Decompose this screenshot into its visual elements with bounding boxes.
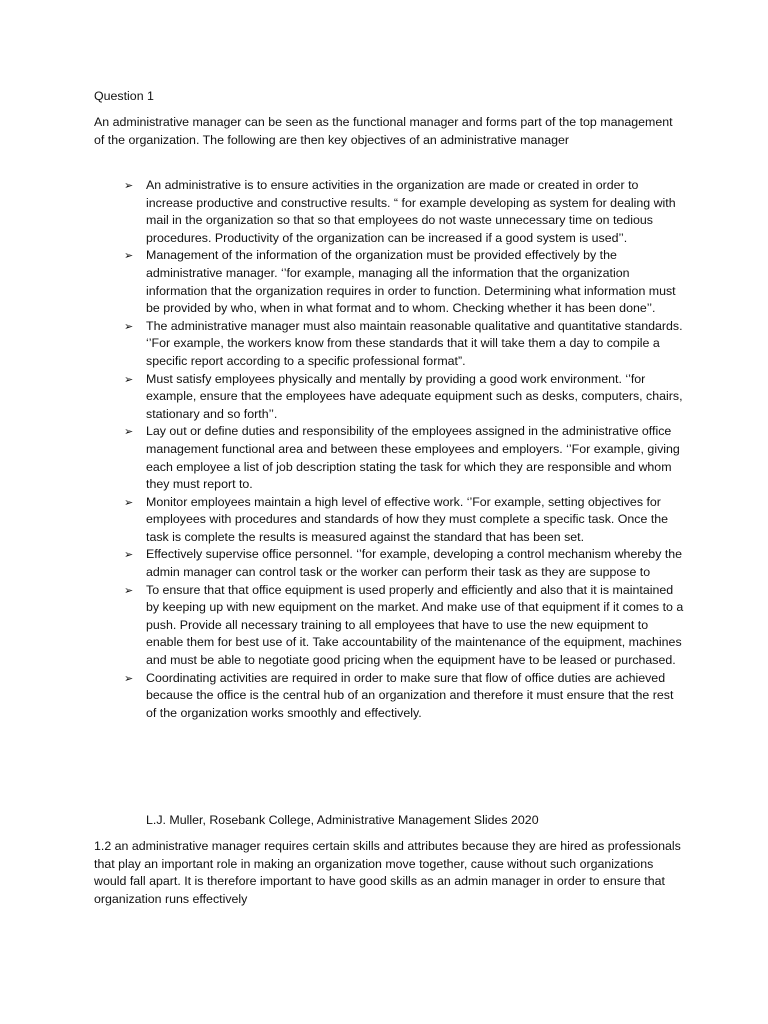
arrow-bullet-icon: ➢ [124, 372, 134, 386]
arrow-bullet-icon: ➢ [124, 548, 134, 562]
objective-text: An administrative is to ensure activities in the organization are made or created in order to increase productive and constructive results. “ for example developing as system for dealing with mail in the organization so that so that employees do not waste unnecessary time on tedious procedures. Productivity of the organization can be increased if a good system is used’’. [146, 178, 676, 245]
question-heading: Question 1 [94, 89, 154, 103]
objective-text: To ensure that that office equipment is used properly and efficiently and also that it is maintained by keeping up with new equipment on the market. And make use of that equipment if it comes to a push. Provide all necessary training to all employees that have to use the new equipment to enable them for best use of it. Take accountability of the maintenance of the equipment, machines and must be able to negotiate good pricing when the equipment have to be leased or purchased. [146, 582, 684, 668]
list-item [124, 582, 684, 670]
objective-text: Management of the information of the organization must be provided effectively by the administrative manager. ‘’for example, managing all the information that the organization information that the organization requires in order to function. Determining what information must be provided by who, when in what format and to whom. Checking whether it has been done’’. [146, 248, 676, 316]
arrow-bullet-icon: ➢ [124, 671, 134, 685]
list-item [124, 247, 684, 317]
arrow-bullet-icon: ➢ [124, 249, 134, 263]
list-item [124, 423, 684, 493]
arrow-bullet-icon: ➢ [124, 583, 134, 597]
objective-text: Coordinating activities are required in order to make sure that flow of office duties are achieved because the office is the central hub of an organization and therefore it must ensure that the rest of the organization works smoothly and effectively. [146, 670, 674, 720]
objective-text: Must satisfy employees physically and mentally by providing a good work environment. ‘’for example, ensure that the employees have adequate equipment such as desks, computers, chairs, stationary and so forth’’. [146, 371, 683, 421]
arrow-bullet-icon: ➢ [124, 179, 134, 192]
answer-paragraph: 1.2 an administrative manager requires certain skills and attributes because they are hired as professionals that play an important role in making an organization move together, cause without such organizations would fall apart. It is therefore important to have good skills as an admin manager in order to ensure that organization runs effectively [94, 839, 681, 906]
intro-paragraph: An administrative manager can be seen as the functional manager and forms part of the top management of the organization. The following are then key objectives of an administrative manager [94, 115, 673, 147]
list-item [124, 670, 684, 723]
objective-text: Lay out or define duties and responsibility of the employees assigned in the administrative office management functional area and between these employees and employers. ‘’For example, giving each employee a list of job description stating the task for which they are responsible and whom they must report to. [146, 424, 680, 492]
arrow-bullet-icon: ➢ [124, 319, 134, 333]
objective-text: Effectively supervise office personnel. ‘’for example, developing a control mechanism whereby the admin manager can control task or the worker can perform their task as they are suppose to [146, 547, 683, 580]
list-item [124, 546, 684, 581]
arrow-bullet-icon: ➢ [124, 425, 134, 439]
objective-text: The administrative manager must also maintain reasonable qualitative and quantitative standards. ‘’For example, the workers know from these standards that it will take them a day to compile a specific report according to a specific professional format”. [146, 318, 683, 368]
list-item [124, 177, 684, 247]
list-item [124, 318, 684, 371]
objective-text: Monitor employees maintain a high level of effective work. ‘’For example, setting objectives for employees with procedures and standards of how they must complete a specific task. Once the task is complete the results is measured against the standard that has been set. [146, 494, 669, 544]
objectives-list [124, 177, 684, 722]
list-item [124, 371, 684, 424]
citation-reference: L.J. Muller, Rosebank College, Administrative Management Slides 2020 [146, 813, 539, 827]
list-item [124, 494, 684, 547]
arrow-bullet-icon: ➢ [124, 495, 134, 509]
